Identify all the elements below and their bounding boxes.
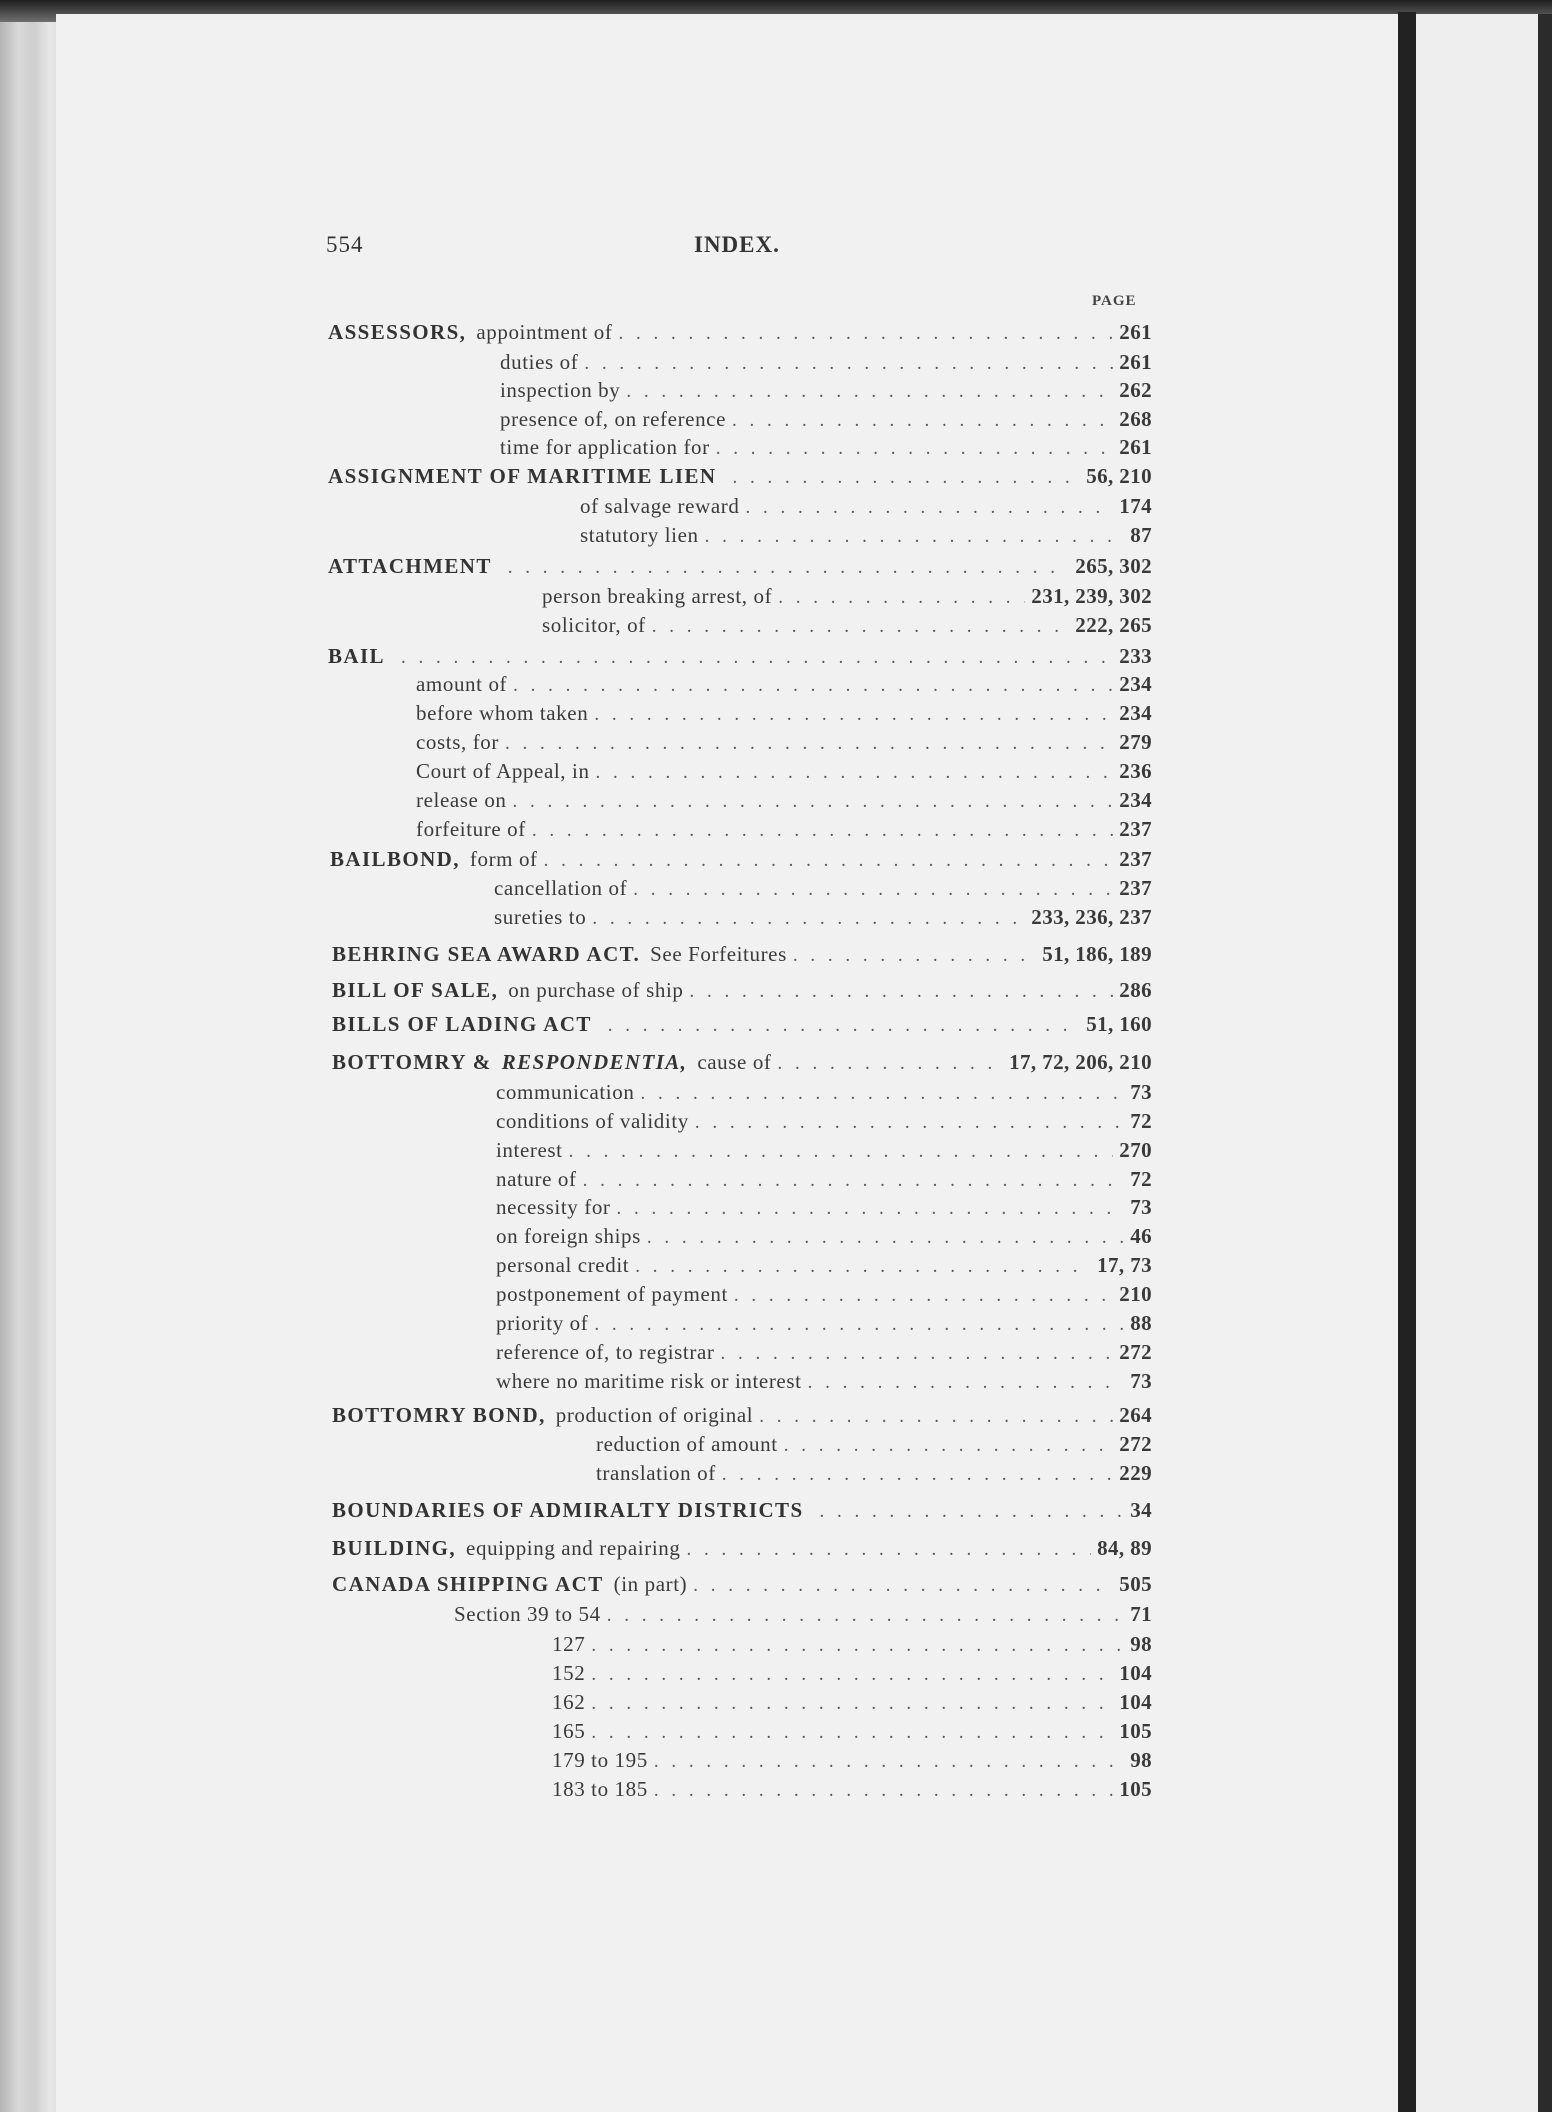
- leader-dots: [654, 1777, 1113, 1805]
- page-references: 264: [1119, 1403, 1152, 1427]
- entry-subheading: 183 to 185: [552, 1777, 648, 1801]
- entry-heading: BUILDING,: [332, 1536, 457, 1560]
- page-references: 210: [1119, 1282, 1152, 1306]
- index-subentry: [416, 815, 1152, 843]
- leader-dots: [617, 1195, 1125, 1223]
- leader-dots: [820, 1498, 1125, 1526]
- leader-dots: [544, 847, 1114, 875]
- leader-dots: [608, 1012, 1080, 1040]
- index-subentry: [500, 376, 1152, 404]
- entry-subheading: 127: [552, 1632, 586, 1656]
- page-references: 262: [1119, 378, 1152, 402]
- entry-subheading: on foreign ships: [496, 1224, 641, 1248]
- index-subentry: [416, 670, 1152, 698]
- page-references: 261: [1119, 435, 1152, 459]
- index-heading-entry: [332, 1570, 1152, 1598]
- leader-dots: [591, 1632, 1124, 1660]
- entry-subheading: reference of, to registrar: [496, 1340, 715, 1364]
- page-edges: [0, 22, 62, 2112]
- index-subentry: [454, 1600, 1152, 1628]
- index-subentry: [542, 611, 1152, 639]
- page-references: 34: [1130, 1498, 1152, 1522]
- entry-subheading: statutory lien: [580, 523, 699, 547]
- entry-subheading: translation of: [596, 1461, 716, 1485]
- page-references: 73: [1130, 1195, 1152, 1219]
- index-subentry: [416, 699, 1152, 727]
- leader-dots: [583, 1167, 1125, 1195]
- index-subentry: [500, 433, 1152, 461]
- entry-subheading: Court of Appeal, in: [416, 759, 590, 783]
- page-number: 554: [326, 232, 364, 257]
- leader-dots: [690, 978, 1114, 1006]
- facing-page-margin: [1416, 14, 1552, 2112]
- leader-dots: [732, 464, 1080, 492]
- index-subentry: [552, 1775, 1152, 1803]
- leader-dots: [513, 672, 1113, 700]
- page-references: 104: [1119, 1690, 1152, 1714]
- index-subentry: [496, 1107, 1152, 1135]
- entry-subheading: of salvage reward: [580, 494, 740, 518]
- page-references: 72: [1130, 1109, 1152, 1133]
- page-references: 268: [1119, 407, 1152, 431]
- index-subentry: [580, 492, 1152, 520]
- leader-dots: [640, 1080, 1124, 1108]
- index-heading-entry: [332, 1048, 1152, 1076]
- entry-heading: CANADA SHIPPING ACT: [332, 1572, 604, 1596]
- leader-dots: [532, 817, 1113, 845]
- leader-dots: [569, 1138, 1114, 1166]
- book-gutter: [1398, 12, 1416, 2112]
- entry-subheading: inspection by: [500, 378, 621, 402]
- index-subentry: [542, 582, 1152, 610]
- index-subentry: [416, 757, 1152, 785]
- page-references: 237: [1119, 817, 1152, 841]
- index-heading-entry: [328, 462, 1152, 490]
- leader-dots: [607, 1602, 1125, 1630]
- leader-dots: [591, 1690, 1113, 1718]
- page-references: 237: [1119, 876, 1152, 900]
- entry-subheading: sureties to: [494, 905, 587, 929]
- index-subentry: [496, 1136, 1152, 1164]
- index-subentry: [596, 1459, 1152, 1487]
- page-references: 265, 302: [1075, 554, 1152, 578]
- page-column-label: PAGE: [1092, 293, 1137, 309]
- page-references: 234: [1119, 672, 1152, 696]
- page-references: 98: [1130, 1632, 1152, 1656]
- page-references: 104: [1119, 1661, 1152, 1685]
- leader-dots: [732, 407, 1113, 435]
- index-subentry: [494, 903, 1152, 931]
- entry-subheading: where no maritime risk or interest: [496, 1369, 802, 1393]
- index-subentry: [596, 1430, 1152, 1458]
- leader-dots: [778, 1050, 1004, 1078]
- index-subentry: [496, 1222, 1152, 1250]
- entry-subheading: necessity for: [496, 1195, 611, 1219]
- entry-subheading: See Forfeitures: [650, 942, 787, 966]
- page-references: 234: [1119, 788, 1152, 812]
- index-subentry: [496, 1193, 1152, 1221]
- entry-heading-italic: RESPONDENTIA,: [501, 1050, 688, 1074]
- entry-heading: BEHRING SEA AWARD ACT.: [332, 942, 641, 966]
- page-references: 84, 89: [1097, 1536, 1152, 1560]
- page-references: 71: [1130, 1602, 1152, 1626]
- page-references: 174: [1119, 494, 1152, 518]
- entry-subheading: forfeiture of: [416, 817, 526, 841]
- leader-dots: [686, 1536, 1091, 1564]
- leader-dots: [596, 759, 1114, 787]
- index-subentry: [552, 1659, 1152, 1687]
- leader-dots: [705, 523, 1125, 551]
- leader-dots: [591, 1661, 1113, 1689]
- index-subentry: [416, 786, 1152, 814]
- entry-heading: BOTTOMRY BOND,: [332, 1403, 546, 1427]
- page-references: 233: [1119, 644, 1152, 668]
- page-references: 236: [1119, 759, 1152, 783]
- index-subentry: [416, 728, 1152, 756]
- index-subentry: [496, 1309, 1152, 1337]
- index-heading-entry: [332, 976, 1152, 1004]
- page-references: 261: [1119, 350, 1152, 374]
- index-heading-entry: [332, 940, 1152, 968]
- index-subentry: [496, 1251, 1152, 1279]
- entry-subheading: release on: [416, 788, 507, 812]
- leader-dots: [618, 320, 1113, 348]
- leader-dots: [745, 494, 1113, 522]
- index-heading-entry: [332, 1010, 1152, 1038]
- index-subentry: [500, 348, 1152, 376]
- index-subentry: [552, 1688, 1152, 1716]
- page-references: 73: [1130, 1080, 1152, 1104]
- page-references: 51, 186, 189: [1042, 942, 1152, 966]
- index-heading-entry: [332, 1496, 1152, 1524]
- entry-subheading: postponement of payment: [496, 1282, 728, 1306]
- page-references: 229: [1119, 1461, 1152, 1485]
- page-references: 505: [1119, 1572, 1152, 1596]
- leader-dots: [633, 876, 1113, 904]
- entry-heading: BILLS OF LADING ACT: [332, 1012, 592, 1036]
- leader-dots: [722, 1461, 1114, 1489]
- index-subentry: [580, 521, 1152, 549]
- right-edge-shadow: [1538, 14, 1552, 2112]
- page-references: 272: [1119, 1340, 1152, 1364]
- entry-heading: BOTTOMRY &: [332, 1050, 492, 1074]
- leader-dots: [734, 1282, 1113, 1310]
- index-heading-entry: [332, 1401, 1152, 1429]
- leader-dots: [793, 942, 1036, 970]
- page-references: 17, 73: [1097, 1253, 1152, 1277]
- leader-dots: [647, 1224, 1124, 1252]
- entry-subheading: production of original: [555, 1403, 754, 1427]
- index-subentry: [496, 1078, 1152, 1106]
- index-heading-entry: [332, 1534, 1152, 1562]
- page-references: 88: [1130, 1311, 1152, 1335]
- index-heading-entry: [328, 318, 1152, 346]
- index-subentry: [552, 1717, 1152, 1745]
- entry-heading: ATTACHMENT: [328, 554, 492, 578]
- entry-subheading: nature of: [496, 1167, 577, 1191]
- leader-dots: [784, 1432, 1114, 1460]
- leader-dots: [652, 613, 1070, 641]
- entry-subheading: form of: [469, 847, 538, 871]
- index-heading-entry: [330, 845, 1152, 873]
- entry-subheading: 162: [552, 1690, 586, 1714]
- leader-dots: [626, 378, 1113, 406]
- entry-subheading: communication: [496, 1080, 635, 1104]
- index-subentry: [552, 1746, 1152, 1774]
- leader-dots: [505, 730, 1113, 758]
- leader-dots: [508, 554, 1070, 582]
- leader-dots: [693, 1572, 1113, 1600]
- running-title: INDEX.: [694, 232, 780, 257]
- entry-subheading: interest: [496, 1138, 563, 1162]
- page-references: 233, 236, 237: [1031, 905, 1152, 929]
- entry-heading: BILL OF SALE,: [332, 978, 499, 1002]
- leader-dots: [592, 905, 1025, 933]
- entry-heading: BAIL: [328, 644, 385, 668]
- page-references: 51, 160: [1086, 1012, 1152, 1036]
- leader-dots: [654, 1748, 1124, 1776]
- page-references: 105: [1119, 1719, 1152, 1743]
- entry-subheading: personal credit: [496, 1253, 630, 1277]
- entry-subheading: priority of: [496, 1311, 589, 1335]
- page-references: 222, 265: [1075, 613, 1152, 637]
- page-references: 272: [1119, 1432, 1152, 1456]
- leader-dots: [720, 1340, 1113, 1368]
- entry-subheading: appointment of: [476, 320, 613, 344]
- page-references: 46: [1130, 1224, 1152, 1248]
- leader-dots: [695, 1109, 1124, 1137]
- entry-subheading: on purchase of ship: [508, 978, 684, 1002]
- leader-dots: [594, 1311, 1124, 1339]
- page-references: 87: [1130, 523, 1152, 547]
- entry-heading: ASSIGNMENT OF MARITIME LIEN: [328, 464, 717, 488]
- entry-subheading: reduction of amount: [596, 1432, 778, 1456]
- entry-subheading: 165: [552, 1719, 586, 1743]
- entry-subheading: person breaking arrest, of: [542, 584, 773, 608]
- leader-dots: [513, 788, 1114, 816]
- entry-subheading: solicitor, of: [542, 613, 646, 637]
- page-references: 17, 72, 206, 210: [1009, 1050, 1152, 1074]
- index-subentry: [552, 1630, 1152, 1658]
- entry-subheading: amount of: [416, 672, 508, 696]
- entry-subheading: before whom taken: [416, 701, 589, 725]
- page-references: 72: [1130, 1167, 1152, 1191]
- leader-dots: [759, 1403, 1113, 1431]
- page-references: 234: [1119, 701, 1152, 725]
- entry-subheading: equipping and repairing: [466, 1536, 681, 1560]
- entry-subheading: Section 39 to 54: [454, 1602, 601, 1626]
- page-references: 237: [1119, 847, 1152, 871]
- leader-dots: [594, 701, 1113, 729]
- entry-subheading: 179 to 195: [552, 1748, 648, 1772]
- index-heading-entry: [328, 552, 1152, 580]
- entry-subheading: cancellation of: [494, 876, 628, 900]
- index-subentry: [496, 1367, 1152, 1395]
- index-subentry: [496, 1280, 1152, 1308]
- entry-subheading: duties of: [500, 350, 579, 374]
- page-references: 279: [1119, 730, 1152, 754]
- index-subentry: [500, 405, 1152, 433]
- entry-subheading: presence of, on reference: [500, 407, 727, 431]
- entry-subheading: costs, for: [416, 730, 499, 754]
- leader-dots: [401, 644, 1113, 672]
- index-heading-entry: [328, 642, 1152, 670]
- entry-subheading: time for application for: [500, 435, 710, 459]
- leader-dots: [635, 1253, 1091, 1281]
- leader-dots: [716, 435, 1114, 463]
- entry-heading: BAILBOND,: [330, 847, 460, 871]
- index-subentry: [496, 1338, 1152, 1366]
- entry-heading: BOUNDARIES OF ADMIRALTY DISTRICTS: [332, 1498, 804, 1522]
- entry-subheading: cause of: [697, 1050, 772, 1074]
- page-references: 261: [1119, 320, 1152, 344]
- entry-subheading: conditions of validity: [496, 1109, 689, 1133]
- page-references: 286: [1119, 978, 1152, 1002]
- entry-subheading: 152: [552, 1661, 586, 1685]
- index-subentry: [496, 1165, 1152, 1193]
- page-references: 270: [1119, 1138, 1152, 1162]
- leader-dots: [584, 350, 1113, 378]
- page-references: 98: [1130, 1748, 1152, 1772]
- entry-subheading: (in part): [613, 1572, 688, 1596]
- index-subentry: [494, 874, 1152, 902]
- page-references: 231, 239, 302: [1031, 584, 1152, 608]
- leader-dots: [778, 584, 1025, 612]
- page-references: 105: [1119, 1777, 1152, 1801]
- page-references: 56, 210: [1086, 464, 1152, 488]
- leader-dots: [808, 1369, 1125, 1397]
- page-references: 73: [1130, 1369, 1152, 1393]
- entry-heading: ASSESSORS,: [328, 320, 467, 344]
- leader-dots: [591, 1719, 1113, 1747]
